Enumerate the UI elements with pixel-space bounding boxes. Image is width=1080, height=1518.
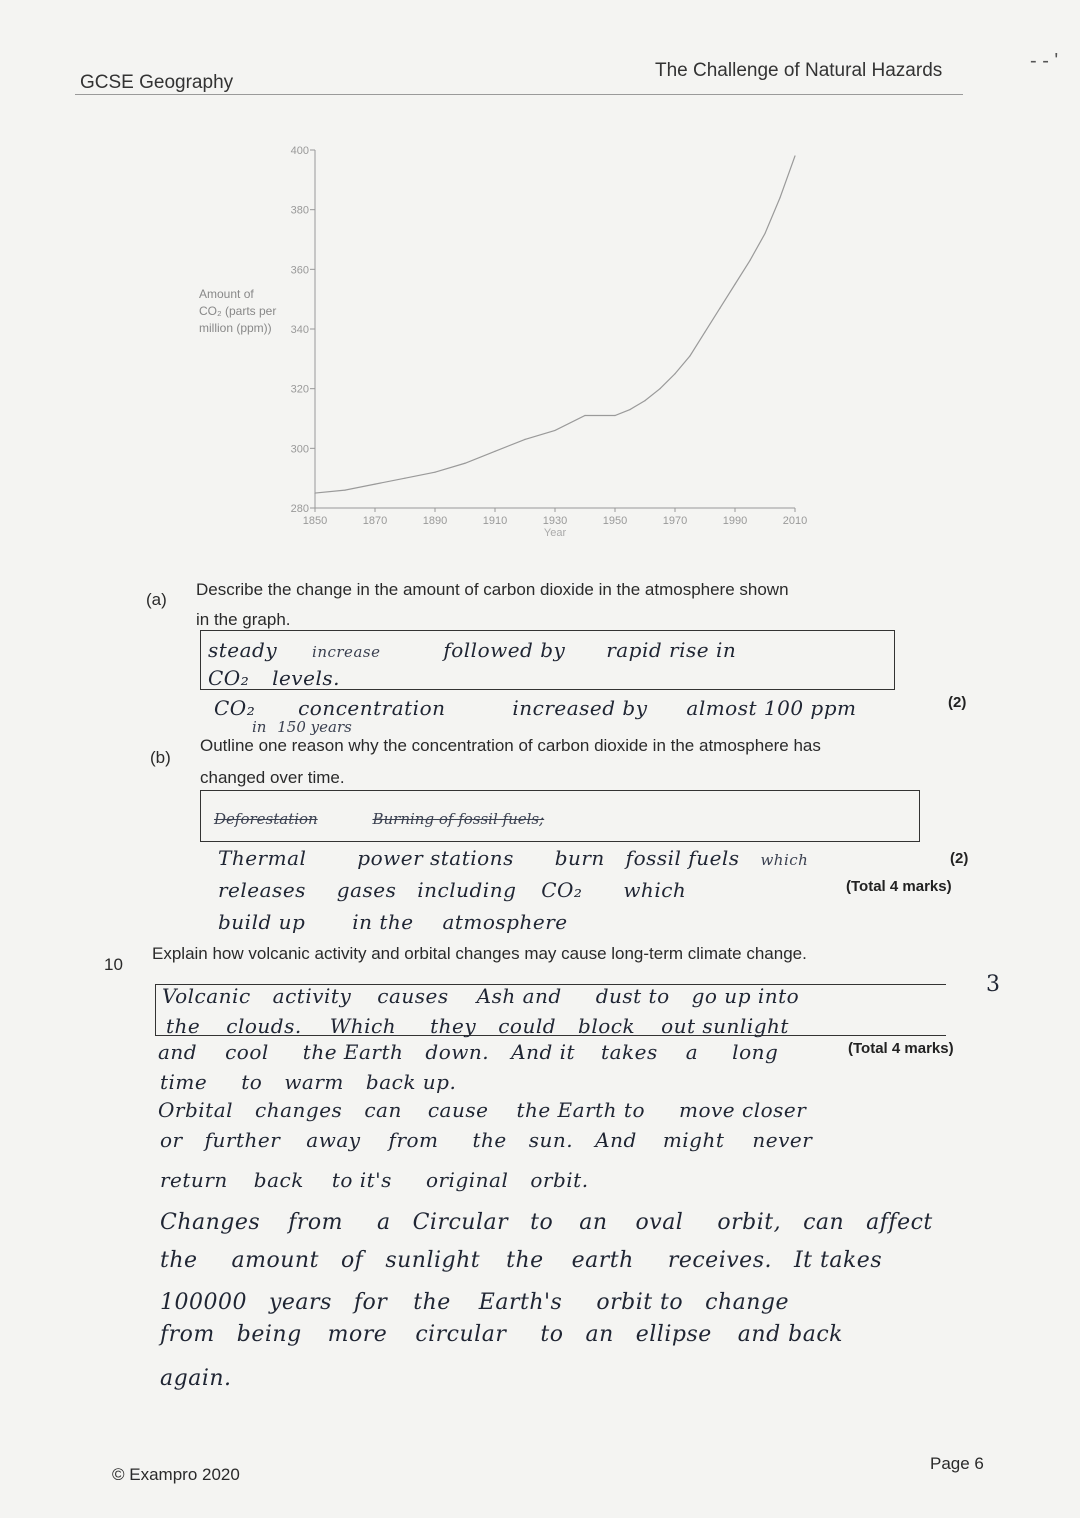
co2-point <box>434 472 435 473</box>
y-axis-label <box>199 287 276 335</box>
footer-page: Page 6 <box>930 1454 984 1473</box>
q10-word: Orbital <box>158 1098 234 1122</box>
q10-word: ellipse <box>635 1322 712 1347</box>
q10-word: the Earth to <box>516 1098 645 1122</box>
q10-word: the <box>506 1248 544 1273</box>
q10-word: Circular <box>412 1210 509 1235</box>
co2-point <box>629 409 630 410</box>
co2-point <box>554 430 555 431</box>
qa-ans-line2 <box>208 666 340 690</box>
y-tick-label: 360 <box>290 264 309 277</box>
y-tick-label: 300 <box>290 443 309 456</box>
qa-word: in <box>252 718 267 736</box>
y-tick-label: 280 <box>290 503 309 515</box>
q10-word: out sunlight <box>661 1014 789 1038</box>
q10-word: 100000 <box>160 1290 247 1315</box>
footer-copyright: © Exampro 2020 <box>112 1465 240 1484</box>
q10-word: away <box>306 1128 361 1152</box>
q10-word: cause <box>427 1098 489 1122</box>
q10-word: of <box>340 1248 364 1273</box>
qa-word: increased by <box>512 696 648 720</box>
qa-ans-line1 <box>208 638 736 662</box>
qb-crossed-word: Deforestation <box>214 810 318 828</box>
q10-word: warm <box>284 1070 344 1094</box>
q10-text: Explain how volcanic activity and orbital changes may cause long-term climate change. <box>152 944 807 963</box>
q10-word: to <box>530 1210 554 1235</box>
co2-point <box>494 451 495 452</box>
q10-word: dust to <box>595 984 670 1008</box>
q10-word: can <box>803 1210 845 1235</box>
qa-text-2: in the graph. <box>196 610 291 629</box>
q10-word: to <box>241 1070 263 1094</box>
co2-point <box>704 331 705 332</box>
y-ticks <box>291 145 315 515</box>
co2-point <box>464 463 465 464</box>
x-tick-label: 1890 <box>422 515 448 527</box>
q10-answer-line <box>158 1098 806 1122</box>
co2-point <box>614 415 615 416</box>
co2-point <box>344 490 345 491</box>
qb-ans-line2 <box>218 878 686 902</box>
x-tick-label: 1970 <box>662 515 688 527</box>
q10-answer-line <box>160 1210 933 1235</box>
q10-word: an <box>579 1210 608 1235</box>
co2-point <box>404 478 405 479</box>
qa-ans-line4 <box>252 718 352 736</box>
qa-word: levels. <box>272 666 340 690</box>
qb-word: including <box>417 878 517 902</box>
qb-word: which <box>623 878 687 902</box>
co2-point <box>374 484 375 485</box>
qb-word: gases <box>336 878 397 902</box>
x-tick-label: 1930 <box>542 515 568 527</box>
q10-word: from <box>160 1322 215 1347</box>
co2-point <box>314 492 315 493</box>
qb-word: build up <box>218 910 306 934</box>
q10-word: from <box>288 1210 343 1235</box>
x-tick-label: 1990 <box>722 515 748 527</box>
qb-marks: (2) <box>950 850 969 867</box>
q10-answer-line <box>166 1014 789 1038</box>
q10-word: changes <box>255 1098 343 1122</box>
q10-word: can <box>364 1098 402 1122</box>
q10-word: and back <box>737 1322 843 1347</box>
q10-word: earth <box>571 1248 634 1273</box>
q10-word: again. <box>160 1366 232 1391</box>
q10-score: 3 <box>986 972 1001 997</box>
q10-word: the <box>472 1128 507 1152</box>
qa-word: rapid rise in <box>606 638 737 662</box>
q10-word: original <box>425 1168 509 1192</box>
q10-word: the <box>166 1014 201 1038</box>
q10-word: activity <box>272 984 352 1008</box>
header-left: GCSE Geography <box>80 72 234 93</box>
co2-point <box>644 400 645 401</box>
q10-word: the <box>413 1290 451 1315</box>
qb-word: CO₂ <box>541 878 583 902</box>
q10-word: block <box>578 1014 636 1038</box>
qb-word: atmosphere <box>442 910 568 934</box>
qb-word: power stations <box>357 846 514 870</box>
x-tick-label: 1850 <box>302 515 328 527</box>
x-tick-label: 1870 <box>362 515 388 527</box>
q10-answer-line <box>160 1366 232 1391</box>
q10-word: takes <box>601 1040 658 1064</box>
q10-word: orbit, <box>717 1210 782 1235</box>
co2-point <box>794 155 795 156</box>
q10-word: a <box>685 1040 699 1064</box>
q10-word: never <box>752 1128 813 1152</box>
q10-word: and <box>158 1040 198 1064</box>
q10-answer-line <box>158 1040 778 1064</box>
qb-ans-line1 <box>218 846 808 870</box>
chart-axes <box>315 150 795 508</box>
q10-word: from <box>388 1128 439 1152</box>
y-tick-label: 380 <box>290 204 309 217</box>
qa-ans-line3 <box>214 696 856 720</box>
q10-word: clouds. <box>226 1014 302 1038</box>
x-tick-label: 1950 <box>602 515 628 527</box>
q10-word: oval <box>635 1210 684 1235</box>
q10-word: down. <box>425 1040 490 1064</box>
co2-point <box>764 233 765 234</box>
q10-answer-line <box>160 1322 843 1347</box>
co2-series <box>314 155 795 493</box>
q10-answer-line <box>160 1248 882 1273</box>
qb-word: releases <box>218 878 306 902</box>
q10-word: And <box>595 1128 637 1152</box>
co2-point <box>779 197 780 198</box>
q10-word: an <box>585 1322 614 1347</box>
q10-word: might <box>662 1128 725 1152</box>
x-ticks <box>303 508 807 527</box>
q10-word: back up. <box>365 1070 457 1094</box>
q10-word: change <box>705 1290 790 1315</box>
qa-text-1: Describe the change in the amount of carbon dioxide in the atmosphere shown <box>196 580 789 599</box>
q10-word: Ash and <box>476 984 562 1008</box>
q10-number: 10 <box>104 955 123 974</box>
corner-scribble: - - ' <box>1030 50 1059 72</box>
q10-word: more <box>327 1322 388 1347</box>
q10-word: Changes <box>160 1210 261 1235</box>
qb-word: burn <box>554 846 605 870</box>
qb-crossed-word: Burning of fossil fuels; <box>372 810 545 828</box>
qa-word: CO₂ <box>214 696 256 720</box>
qa-word: followed by <box>443 638 566 662</box>
q10-word: orbit. <box>530 1168 589 1192</box>
y-label-line: CO₂ (parts per <box>199 304 277 318</box>
q10-word: orbit to <box>596 1290 684 1315</box>
qb-word: Thermal <box>218 846 307 870</box>
q10-word: further <box>204 1128 281 1152</box>
q10-answer-line <box>162 984 799 1008</box>
header-right: The Challenge of Natural Hazards <box>655 60 943 81</box>
q10-answer-line <box>160 1070 456 1094</box>
qb-word: in the <box>352 910 414 934</box>
q10-word: circular <box>415 1322 507 1347</box>
q10-word: being <box>236 1322 302 1347</box>
q10-word: years <box>268 1290 332 1315</box>
co2-point <box>584 415 585 416</box>
co2-chart <box>190 140 850 550</box>
qb-label: (b) <box>150 748 171 767</box>
y-tick-label: 320 <box>290 383 309 396</box>
q10-word: Which <box>329 1014 397 1038</box>
q10-word: time <box>160 1070 208 1094</box>
qa-word: steady <box>208 638 278 662</box>
q10-total: (Total 4 marks) <box>848 1040 954 1057</box>
co2-point <box>524 439 525 440</box>
x-tick-label: 1910 <box>482 515 508 527</box>
y-tick-label: 400 <box>290 145 309 157</box>
q10-word: cool <box>225 1040 269 1064</box>
x-tick-label: 2010 <box>782 515 808 527</box>
q10-word: for <box>353 1290 388 1315</box>
qb-total: (Total 4 marks) <box>846 878 952 895</box>
q10-word: Volcanic <box>162 984 251 1008</box>
qb-word: fossil fuels <box>625 846 740 870</box>
co2-line <box>315 156 795 493</box>
co2-point <box>689 355 690 356</box>
q10-word: to it's <box>331 1168 392 1192</box>
co2-point <box>734 284 735 285</box>
qa-word: CO₂ <box>208 666 250 690</box>
q10-word: a <box>376 1210 391 1235</box>
y-tick-label: 340 <box>290 324 309 336</box>
q10-word: sun. <box>528 1128 574 1152</box>
q10-word: they <box>430 1014 477 1038</box>
q10-word: long <box>732 1040 779 1064</box>
co2-point <box>749 260 750 261</box>
qa-label: (a) <box>146 590 167 609</box>
y-label-line: million (ppm)) <box>199 321 272 335</box>
qa-word: almost 100 ppm <box>686 696 857 720</box>
y-label-line: Amount of <box>199 287 254 301</box>
qb-ans-line3 <box>218 910 568 934</box>
q10-word: And it <box>511 1040 576 1064</box>
q10-answer-line <box>160 1290 789 1315</box>
qb-text-2: changed over time. <box>200 768 345 787</box>
qa-word: concentration <box>298 696 446 720</box>
co2-point <box>719 308 720 309</box>
q10-word: the Earth <box>302 1040 404 1064</box>
q10-word: move closer <box>679 1098 807 1122</box>
q10-word: go up into <box>691 984 800 1008</box>
header-rule <box>75 94 963 95</box>
q10-word: It takes <box>793 1248 883 1273</box>
q10-answer-line <box>160 1168 589 1192</box>
qb-word: which <box>760 851 809 869</box>
qb-crossed <box>214 810 544 828</box>
qa-word: 150 years <box>277 718 352 736</box>
q10-word: affect <box>866 1210 933 1235</box>
qb-text-1: Outline one reason why the concentration of carbon dioxide in the atmosphere has <box>200 736 821 755</box>
x-axis-label: Year <box>543 527 567 539</box>
q10-answer-line <box>160 1128 812 1152</box>
q10-word: causes <box>377 984 449 1008</box>
q10-word: receives. <box>667 1248 772 1273</box>
q10-word: return <box>160 1168 228 1192</box>
q10-word: sunlight <box>385 1248 481 1273</box>
co2-point <box>659 388 660 389</box>
q10-word: the <box>160 1248 198 1273</box>
q10-word: to <box>540 1322 564 1347</box>
q10-word: could <box>498 1014 557 1038</box>
q10-word: Earth's <box>478 1290 563 1315</box>
q10-word: or <box>160 1128 183 1152</box>
co2-point <box>674 373 675 374</box>
q10-word: back <box>253 1168 304 1192</box>
q10-word: amount <box>231 1248 319 1273</box>
qa-word-insert: increase <box>312 643 381 661</box>
qa-marks: (2) <box>948 694 967 711</box>
